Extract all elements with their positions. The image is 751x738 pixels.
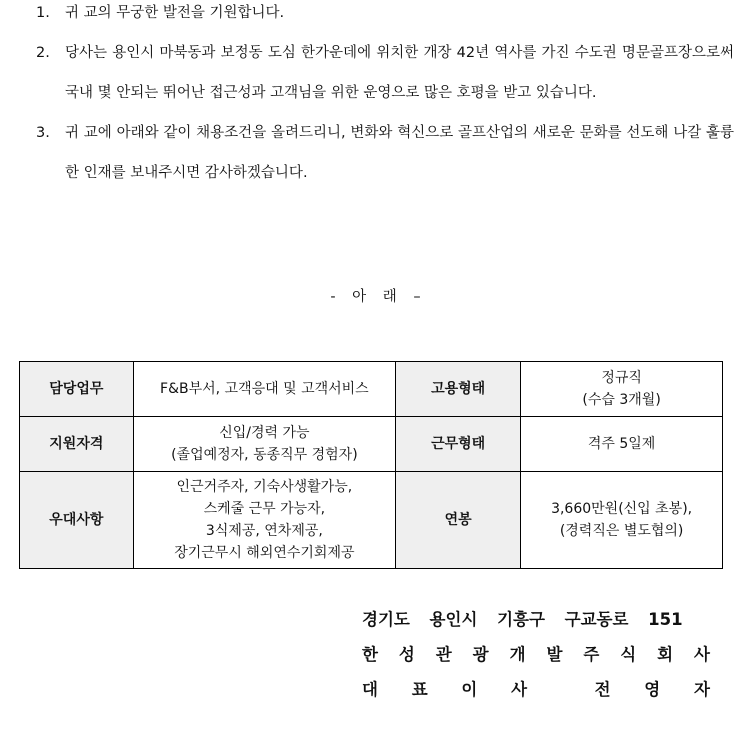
- salary-line: 3,660만원(신입 초봉),: [551, 501, 693, 517]
- company-char: 광: [472, 645, 489, 664]
- ceo-name: [362, 675, 710, 710]
- table-row: [20, 417, 723, 472]
- preference-line: 스케줄 근무 가능자,: [203, 501, 326, 517]
- preference-line: 3식제공, 연차제공,: [205, 523, 323, 539]
- item-number: 2.: [36, 45, 50, 61]
- notice-items: [36, 0, 734, 200]
- work-value: 격주 5일제: [521, 417, 723, 472]
- preference-value: [133, 472, 395, 569]
- salary-line: (경력직은 별도협의): [559, 523, 684, 539]
- item-text: 귀 교에 아래와 같이 채용조건을 올려드리니, 변화와 혁신으로 골프산업의 새로운 문화를 선도해 나갈 훌륭한 인재를 보내주시면 감사하겠습니다.: [65, 125, 734, 181]
- item-text: 귀 교의 무궁한 발전을 기원합니다.: [65, 5, 285, 21]
- employment-type: 정규직: [601, 370, 642, 386]
- ceo-char: 사: [511, 680, 528, 699]
- qualification-line: (졸업예정자, 동종직무 경험자): [171, 447, 358, 463]
- qualification-line: 신입/경력 가능: [219, 425, 310, 441]
- table-row: [20, 362, 723, 417]
- company-char: 관: [435, 645, 452, 664]
- company-char: 회: [657, 645, 674, 664]
- employment-label: 고용형태: [396, 362, 521, 417]
- company-name: [362, 640, 710, 675]
- company-char: 사: [694, 645, 710, 664]
- recruitment-conditions-table: [19, 361, 723, 569]
- work-label: 근무형태: [396, 417, 521, 472]
- item-text: 당사는 용인시 마북동과 보정동 도심 한가운데에 위치한 개장 42년 역사를 가진 수도권 명문골프장으로써 국내 몇 안되는 뛰어난 접근성과 고객님을 위한 운영으로 많은 호평을 받고 있습니다.: [65, 45, 734, 101]
- section-divider: - 아 래 –: [330, 289, 421, 305]
- ceo-char: 자: [693, 680, 710, 699]
- item-number: 1.: [36, 5, 50, 21]
- company-char: 개: [509, 645, 526, 664]
- ceo-char: 영: [644, 680, 661, 699]
- ceo-char: 전: [594, 680, 611, 699]
- duty-label: 담당업무: [20, 362, 134, 417]
- notice-item-2: [36, 33, 734, 113]
- salary-label: 연봉: [396, 472, 521, 569]
- notice-item-3: [36, 113, 734, 193]
- duty-value: F&B부서, 고객응대 및 고객서비스: [133, 362, 395, 417]
- signature-block: [362, 605, 710, 710]
- preference-label: 우대사항: [20, 472, 134, 569]
- notice-item-1: [36, 0, 734, 33]
- company-char: 주: [583, 645, 600, 664]
- table-row: [20, 472, 723, 569]
- ceo-char: 이: [461, 680, 478, 699]
- ceo-char: 대: [362, 680, 378, 699]
- ceo-char: 표: [411, 680, 428, 699]
- employment-value: [521, 362, 723, 417]
- company-char: 발: [546, 645, 563, 664]
- salary-value: [521, 472, 723, 569]
- company-char: 식: [620, 645, 637, 664]
- item-number: 3.: [36, 125, 50, 141]
- probation-period: (수습 3개월): [582, 392, 661, 408]
- company-char: 성: [398, 645, 415, 664]
- qualification-label: 지원자격: [20, 417, 134, 472]
- company-address: 경기도 용인시 기흥구 구교동로 151: [362, 610, 683, 629]
- preference-line: 장기근무시 해외연수기회제공: [174, 545, 355, 561]
- preference-line: 인근거주자, 기숙사생활가능,: [176, 479, 353, 495]
- company-char: 한: [362, 645, 378, 664]
- qualification-value: [133, 417, 395, 472]
